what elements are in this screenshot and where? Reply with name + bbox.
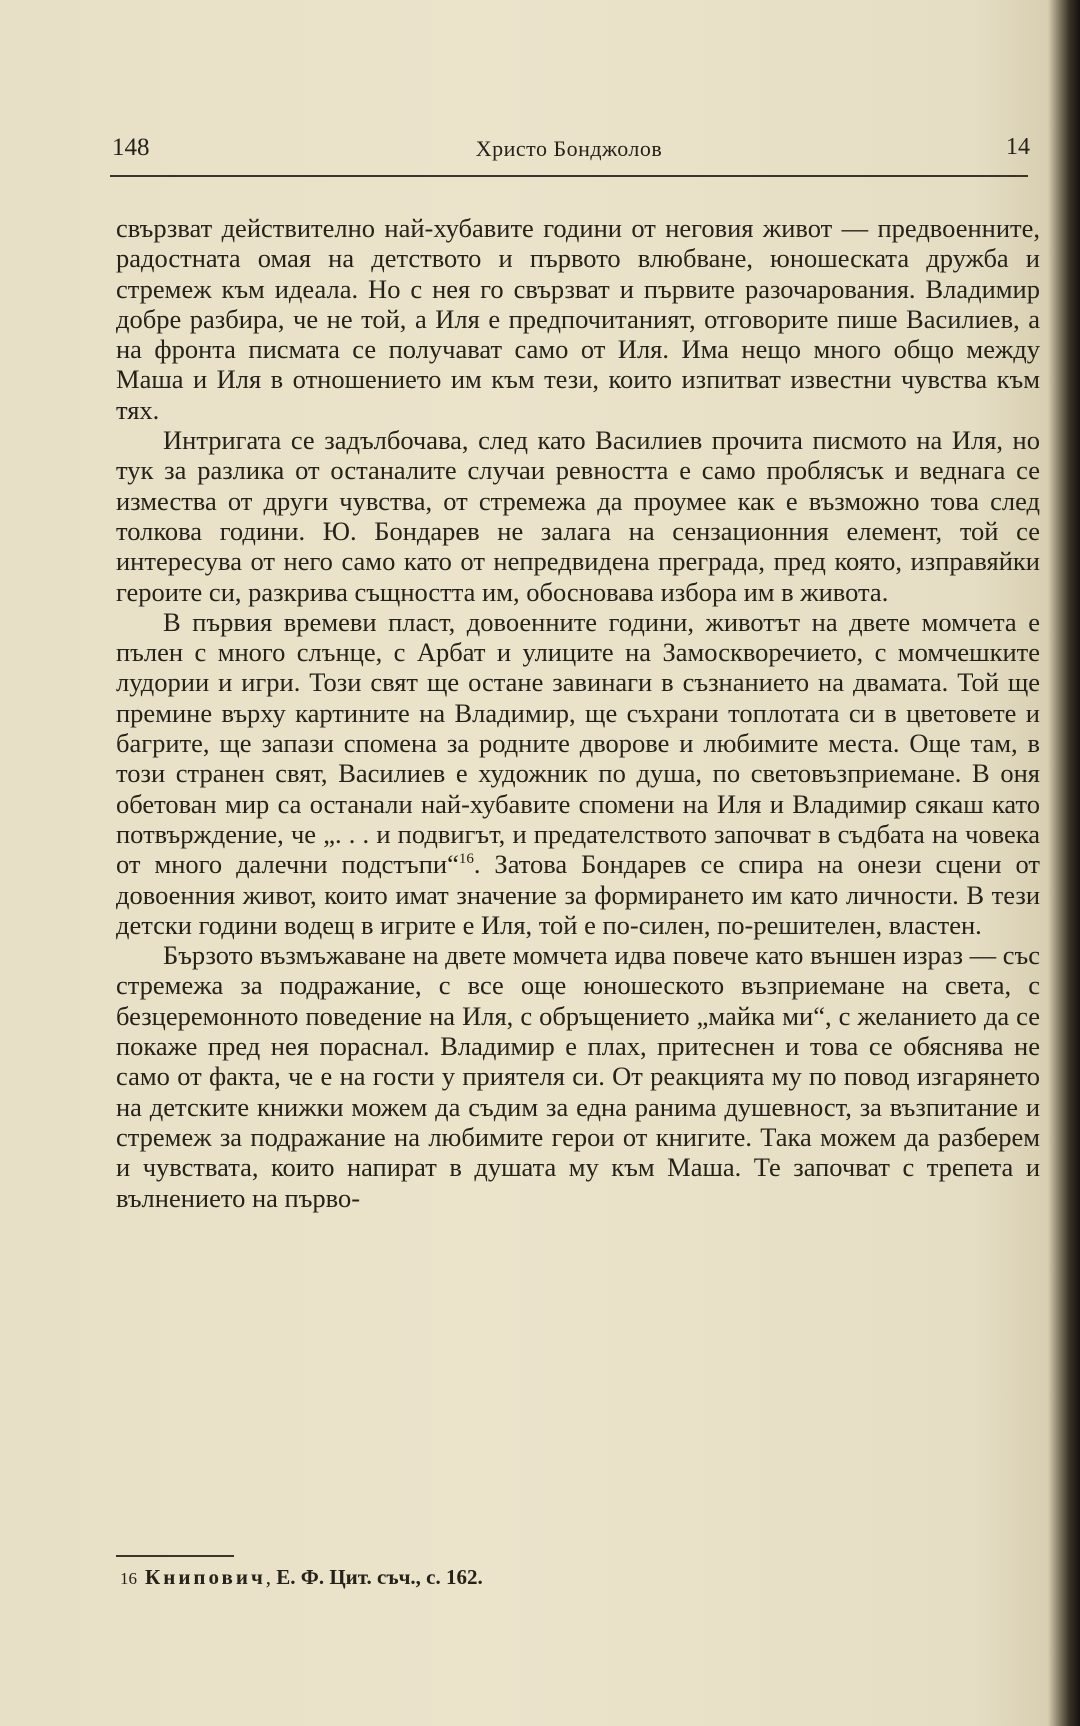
paragraph-4: Бързото възмъжаване на двете момчета идва повече като външен израз — със стремежа за подражание, с все още юношеското възприемане на света, с безцеремонното поведение на Иля, с обръщението „майка ми“, с желанието да се покаже пред нея пораснал. Владимир е плах, притеснен и това се обяснява не само от факта, че е на гости у приятеля си. От реакцията му по повод изгарянето на детските книжки можем да съдим за една ранима душевност, за възпитание и стремеж за подражание на любимите герои от книгите. Така можем да разберем и чувствата, които напират в душата му към Маша. Те започват с трепета и вълнението на първо- (116, 940, 1040, 1213)
page-number: 148 (112, 134, 150, 161)
footnote-citation: Е. Ф. Цит. съч., с. 162. (276, 1565, 483, 1589)
page-header (108, 134, 1030, 166)
running-title: Христо Бонджолов (475, 136, 663, 161)
paragraph-3-text-a: В първия времеви пласт, довоенните години, животът на двете момчета е пълен с много слънце, с Арбат и улиците на Замоскворечието, с момчешките лудории и игри. Този свят ще остане завинаги в съзнанието на двамата. Той ще премине върху картините на Владимир, ще съхрани топлотата си в цветовете и багрите, ще запази спомена за родните дворове и любимите места. Още там, в този странен свят, Василиев е художник по душа, по световъзприемане. В оня обетован мир са останали най-хубавите спомени на Иля и Владимир сякаш като потвърждение, че „. . . и подвигът, и предателството започват в съдбата на човека от много далечни подстъпи“ (116, 606, 1040, 880)
footnote-author: Книпович (145, 1565, 266, 1589)
paragraph-3 (116, 607, 1040, 940)
paragraph-1: свързват действително най-хубавите години от неговия живот — предвоенните, радостната омая на детството и първото влюбване, юношеската дружба и стремеж към идеала. Но с нея го свързват и първите разочарования. Владимир добре разбира, че не той, а Иля е предпочитаният, отговорите пише Василиев, а на фронта писмата се получават само от Иля. Има нещо много общо между Маша и Иля в отношението им към тези, които изпитват известни чувства към тях. (116, 213, 1040, 425)
paragraph-2: Интригата се задълбочава, след като Василиев прочита писмото на Иля, но тук за разлика от останалите случаи ревността е само проблясък и веднага се измества от други чувства, от стремежа да проумее как е възможно това след толкова години. Ю. Бондарев не залага на сензационния елемент, той се интересува от него само като от непредвидена преграда, пред която, изправяйки героите си, разкрива същността им, обосновава избора им в живота. (116, 425, 1040, 607)
body-text (116, 213, 1040, 1213)
header-rule (110, 175, 1028, 177)
paragraph-3-text-b: . Затова Бондарев се спира на онези сцени от довоенния живот, които имат значение за формирането им като личности. В тези детски години водещ в игрите е Иля, той е по-силен, по-решителен, властен. (116, 849, 1040, 940)
footnote-number: 16 (120, 1569, 137, 1588)
footnote-rule (116, 1555, 234, 1557)
chapter-number: 14 (1006, 134, 1030, 160)
footnote: 16 Книпович, Е. Ф. Цит. съч., с. 162. (120, 1565, 483, 1589)
footnote-reference: 16 (458, 851, 474, 868)
